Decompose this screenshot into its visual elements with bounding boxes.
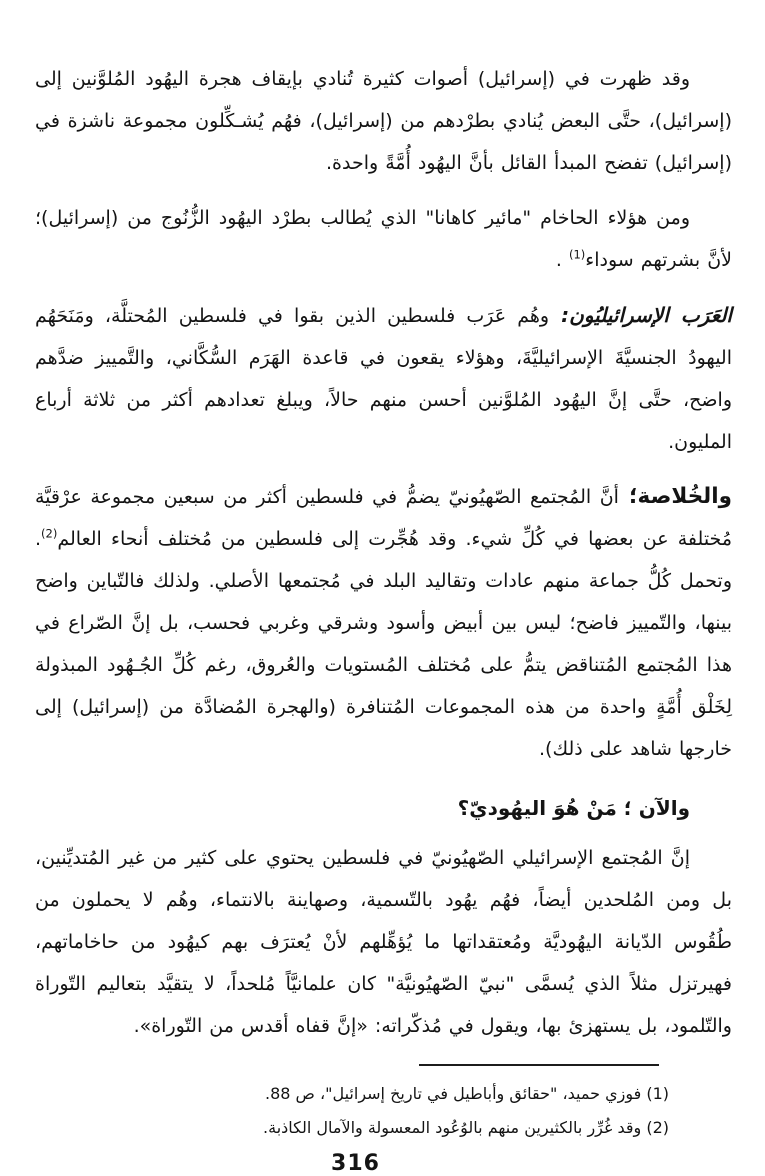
paragraph-4: [35, 476, 732, 770]
paragraph-5-text: إنَّ المُجتمع الإسرائيلي الصّهيُونيّ في فلسطين يحتوي على كثير من غير المُتديِّنين، بل ومن المُلحدين أيضاً، فهُم يهُود بالتّسمية، وصهاينة بالانتماء، وهُم لا يحملون من طُقُوس الدّيانة اليهُوديَّة ومُعتقداتها ما يُؤهِّلهم لأنْ يُعترَف بهم كيهُود من حاخاماتهم، فهيرتزل مثلاً الذي يُسمَّى "نبيّ الصّهيُونيَّة" كان علمانيَّاً مُلحداً، لا يتقيَّد بتعاليم التّوراة والتّلمود، بل يستهزئ بها، ويقول في مُذكّراته: «إنَّ قفاه أقدس من التّوراة».: [35, 847, 732, 1037]
footnote-ref-2: (2): [41, 526, 58, 541]
paragraph-2-text: ومن هؤلاء الحاخام "مائير كاهانا" الذي يُطالب بطرْد اليهُود الزُّنُوج من (إسرائيل)؛ لأنَّ بشرتهم سوداء: [35, 207, 732, 271]
section-heading: والآن ؛ مَنْ هُوَ اليهُوديّ؟: [457, 796, 690, 820]
footnote-separator: [419, 1064, 659, 1066]
page-body: [35, 58, 732, 1047]
paragraph-1-text: وقد ظهرت في (إسرائيل) أصوات كثيرة تُنادي بإيقاف هجرة اليهُود المُلوَّنين إلى (إسرائيل)، حتَّى البعض يُنادي بطرْدهم من (إسرائيل)، فهُم يُشـكِّلون مجموعة ناشزة في (إسرائيل) تفضح المبدأ القائل بأنَّ اليهُود أُمَّةً واحدة.: [35, 68, 732, 174]
paragraph-4-text-1: أنَّ المُجتمع الصّهيُونيّ يضمُّ في فلسطين أكثر من سبعين مجموعة عرْقيَّة مُختلفة عن بعضها في كُلِّ شيء. وقد هُجِّرت إلى فلسطين من مُختلف أنحاء العالم: [35, 486, 732, 550]
footnote-1: (1) فوزي حميد، "حقائق وأباطيل في تاريخ إسرائيل"، ص 88.: [264, 1084, 669, 1103]
footnote-ref-1: (1): [568, 247, 586, 262]
paragraph-4-lead: والخُلاصة؛: [618, 484, 732, 509]
paragraph-1: [35, 58, 732, 184]
paragraph-2: [35, 197, 732, 281]
paragraph-3: [35, 294, 732, 463]
footnote-2: (2) وقد غُرِّر بالكثيرين منهم بالوُعُود المعسولة والآمال الكاذبة.: [263, 1118, 669, 1137]
page-number: 316: [331, 1151, 380, 1176]
paragraph-2-tail: .: [555, 249, 569, 271]
page-footer: [35, 1060, 732, 1176]
footnotes-list: [35, 1077, 669, 1145]
paragraph-4-text-2: . وتحمل كُلُّ جماعة منهم عادات وتقاليد البلد في مُجتمعها الأصلي. ولذلك فالتّباين واضح بينها، والتّمييز فاضح؛ ليس بين أبيض وأسود وشرقي وغربي فحسب، بل إنَّ الصّراع في هذا المُجتمع المُتناقض يتمُّ على مُختلف المُستويات والعُروق، رغم كُلِّ الجُـهُود المبذولة لِخَلْق أُمَّةٍ واحدة من هذه المجموعات المُتنافرة (والهجرة المُضادَّة من (إسرائيل) إلى خارجها شاهد على ذلك).: [35, 528, 732, 760]
paragraph-3-text: وهُم عَرَب فلسطين الذين بقوا في فلسطين المُحتلَّة، ومَنَحَهُم اليهودُ الجنسيَّةَ الإسرائيليَّةَ، وهؤلاء يقعون في قاعدة الهَرَم السُّكَّاني، والتَّمييز ضدَّهم واضح، حتَّى إنَّ اليهُود المُلوَّنين أحسن منهم حالاً، ويبلغ تعدادهم أكثر من ثلاثة أرباع المليون.: [35, 305, 732, 453]
paragraph-3-lead: العَرَب الإسرائيليُون:: [549, 303, 732, 327]
paragraph-5: [35, 837, 732, 1047]
